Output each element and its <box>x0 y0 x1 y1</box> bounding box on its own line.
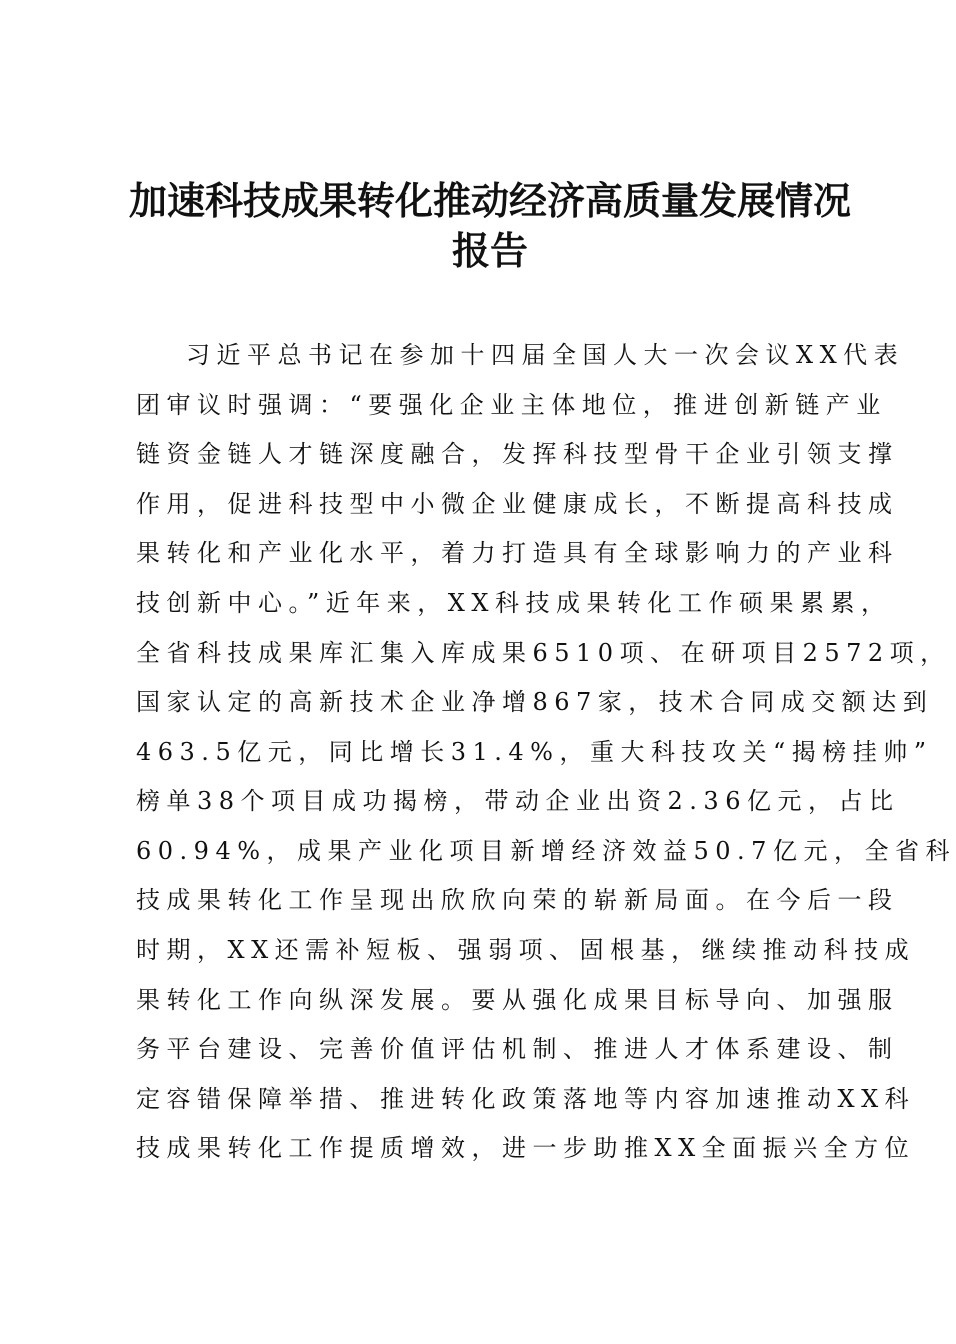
body-line-11: 60.94%，成果产业化项目新增经济效益50.7亿元，全省科 <box>136 837 956 865</box>
body-line-4: 作用，促进科技型中小微企业健康成长，不断提高科技成 <box>136 490 899 518</box>
document-title-line-2: 报告 <box>451 229 528 273</box>
document-title-line-1: 加速科技成果转化推动经济高质量发展情况 <box>128 179 851 223</box>
body-line-2: 团审议时强调：“要强化企业主体地位，推进创新链产业 <box>136 391 887 419</box>
body-line-15: 务平台建设、完善价值评估机制、推进人才体系建设、制 <box>136 1035 899 1063</box>
body-line-12: 技成果转化工作呈现出欣欣向荣的崭新局面。在今后一段 <box>136 886 899 914</box>
body-line-17: 技成果转化工作提质增效，进一步助推XX全面振兴全方位 <box>136 1134 916 1162</box>
body-line-1: 习近平总书记在参加十四届全国人大一次会议XX代表 <box>186 341 905 369</box>
body-line-3: 链资金链人才链深度融合，发挥科技型骨干企业引领支撑 <box>136 440 899 468</box>
body-line-8: 国家认定的高新技术企业净增867家，技术合同成交额达到 <box>136 688 934 716</box>
body-line-7: 全省科技成果库汇集入库成果6510项、在研项目2572项， <box>136 639 951 667</box>
body-line-10: 榜单38个项目成功揭榜，带动企业出资2.36亿元，占比 <box>136 787 900 815</box>
body-line-9: 463.5亿元，同比增长31.4%，重大科技攻关“揭榜挂帅” <box>136 738 933 766</box>
body-line-16: 定容错保障举措、推进转化政策落地等内容加速推动XX科 <box>136 1085 916 1113</box>
body-line-13: 时期，XX还需补短板、强弱项、固根基，继续推动科技成 <box>136 936 916 964</box>
body-line-14: 果转化工作向纵深发展。要从强化成果目标导向、加强服 <box>136 986 899 1014</box>
body-line-5: 果转化和产业化水平，着力打造具有全球影响力的产业科 <box>136 539 899 567</box>
body-line-6: 技创新中心。”近年来，XX科技成果转化工作硕果累累， <box>136 589 892 617</box>
